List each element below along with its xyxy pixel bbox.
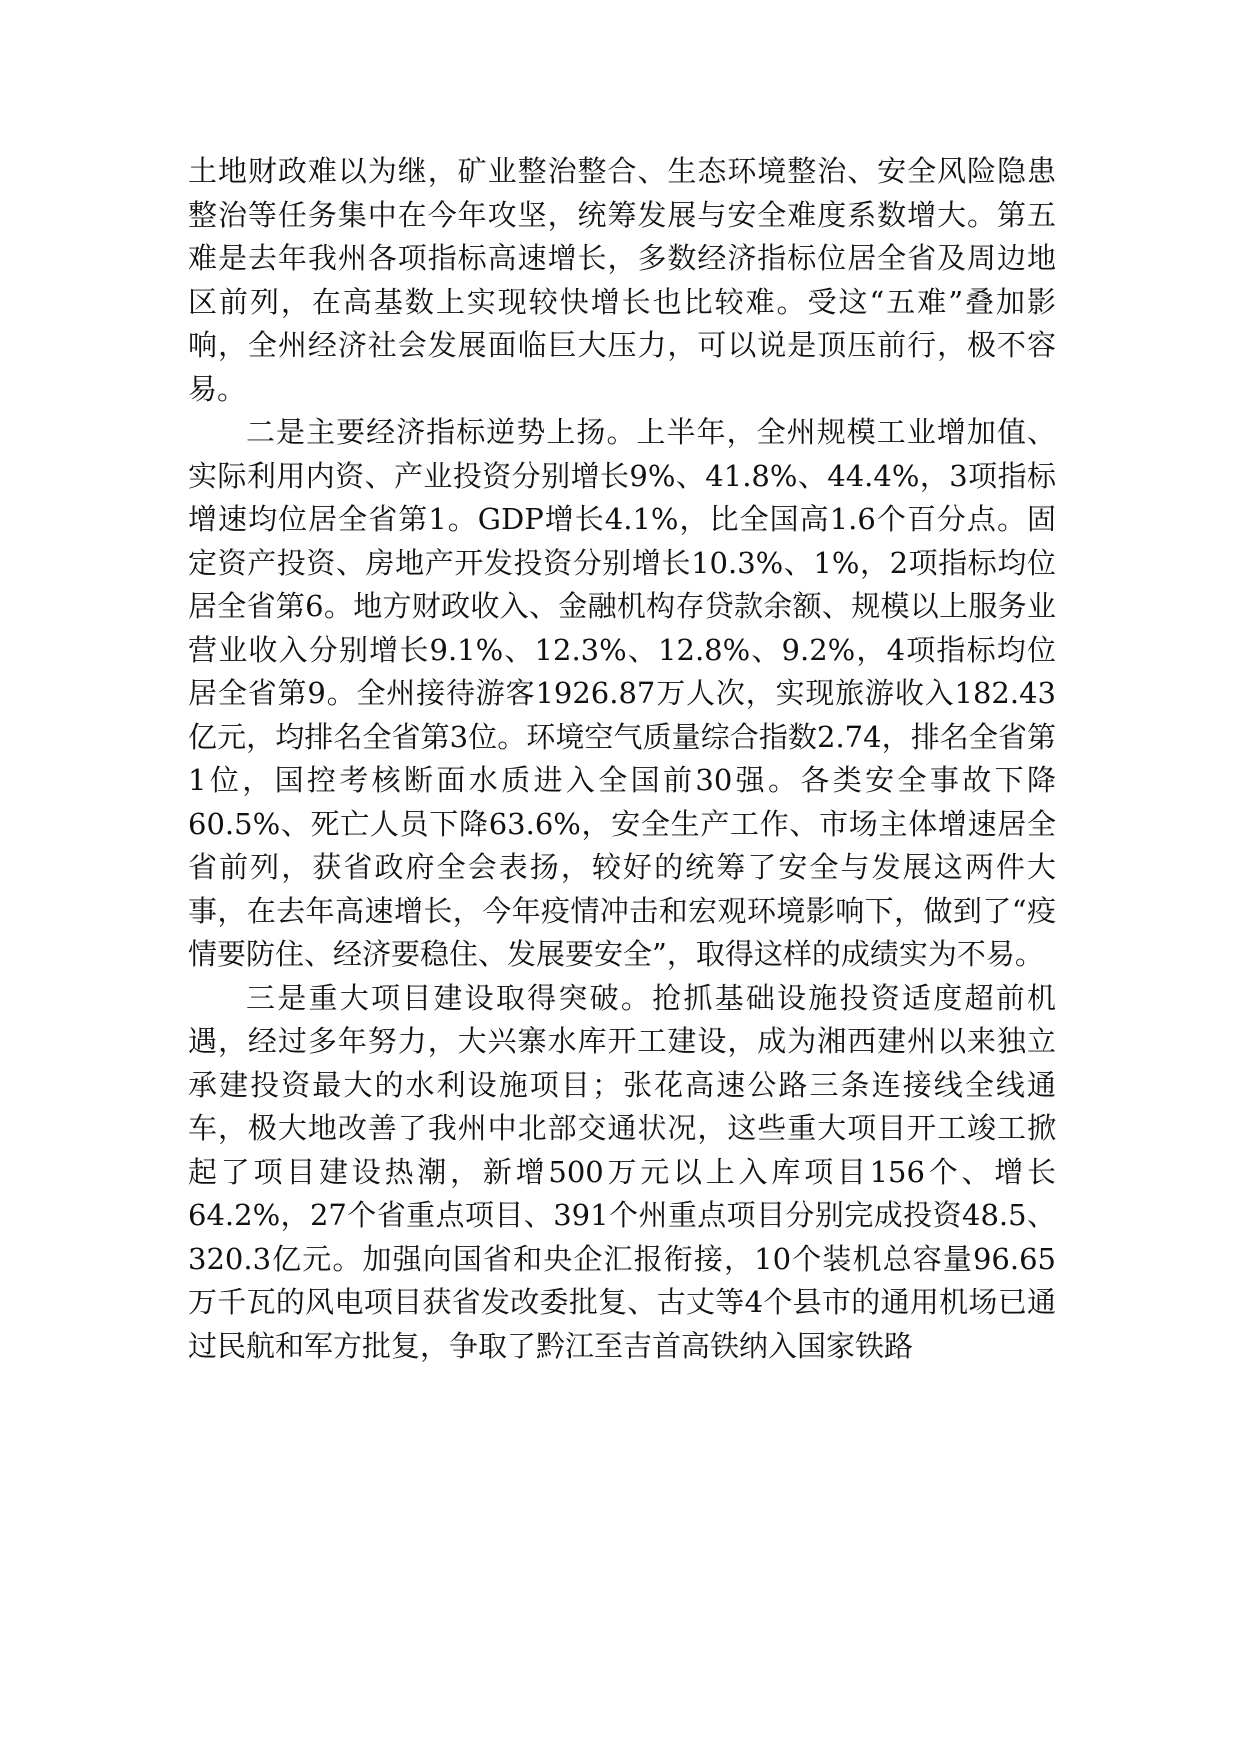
document-body (188, 150, 1056, 1368)
paragraph-economic-indicators: 二是主要经济指标逆势上扬。上半年，全州规模工业增加值、实际利用内资、产业投资分别增长9%、41.8%、44.4%，3项指标增速均位居全省第1。GDP增长4.1%，比全国高1.6个百分点。固定资产投资、房地产开发投资分别增长10.3%、1%，2项指标均位居全省第6。地方财政收入、金融机构存贷款余额、规模以上服务业营业收入分别增长9.1%、12.3%、12.8%、9.2%，4项指标均位居全省第9。全州接待游客1926.87万人次，实现旅游收入182.43亿元，均排名全省第3位。环境空气质量综合指数2.74，排名全省第1位，国控考核断面水质进入全国前30强。各类安全事故下降60.5%、死亡人员下降63.6%，安全生产工作、市场主体增速居全省前列，获省政府全会表扬，较好的统筹了安全与发展这两件大事，在去年高速增长，今年疫情冲击和宏观环境影响下，做到了“疫情要防住、经济要稳住、发展要安全”，取得这样的成绩实为不易。 (188, 415, 1056, 971)
paragraph-continuation: 土地财政难以为继，矿业整治整合、生态环境整治、安全风险隐患整治等任务集中在今年攻坚，统筹发展与安全难度系数增大。第五难是去年我州各项指标高速增长，多数经济指标位居全省及周边地区前列，在高基数上实现较快增长也比较难。受这“五难”叠加影响，全州经济社会发展面临巨大压力，可以说是顶压前行，极不容易。 (188, 154, 1056, 406)
paragraph-major-projects: 三是重大项目建设取得突破。抢抓基础设施投资适度超前机遇，经过多年努力，大兴寨水库开工建设，成为湘西建州以来独立承建投资最大的水利设施项目；张花高速公路三条连接线全线通车，极大地改善了我州中北部交通状况，这些重大项目开工竣工掀起了项目建设热潮，新增500万元以上入库项目156个、增长64.2%，27个省重点项目、391个州重点项目分别完成投资48.5、320.3亿元。加强向国省和央企汇报衔接，10个装机总容量96.65万千瓦的风电项目获省发改委批复、古丈等4个县市的通用机场已通过民航和军方批复，争取了黔江至吉首高铁纳入国家铁路 (188, 980, 1056, 1363)
